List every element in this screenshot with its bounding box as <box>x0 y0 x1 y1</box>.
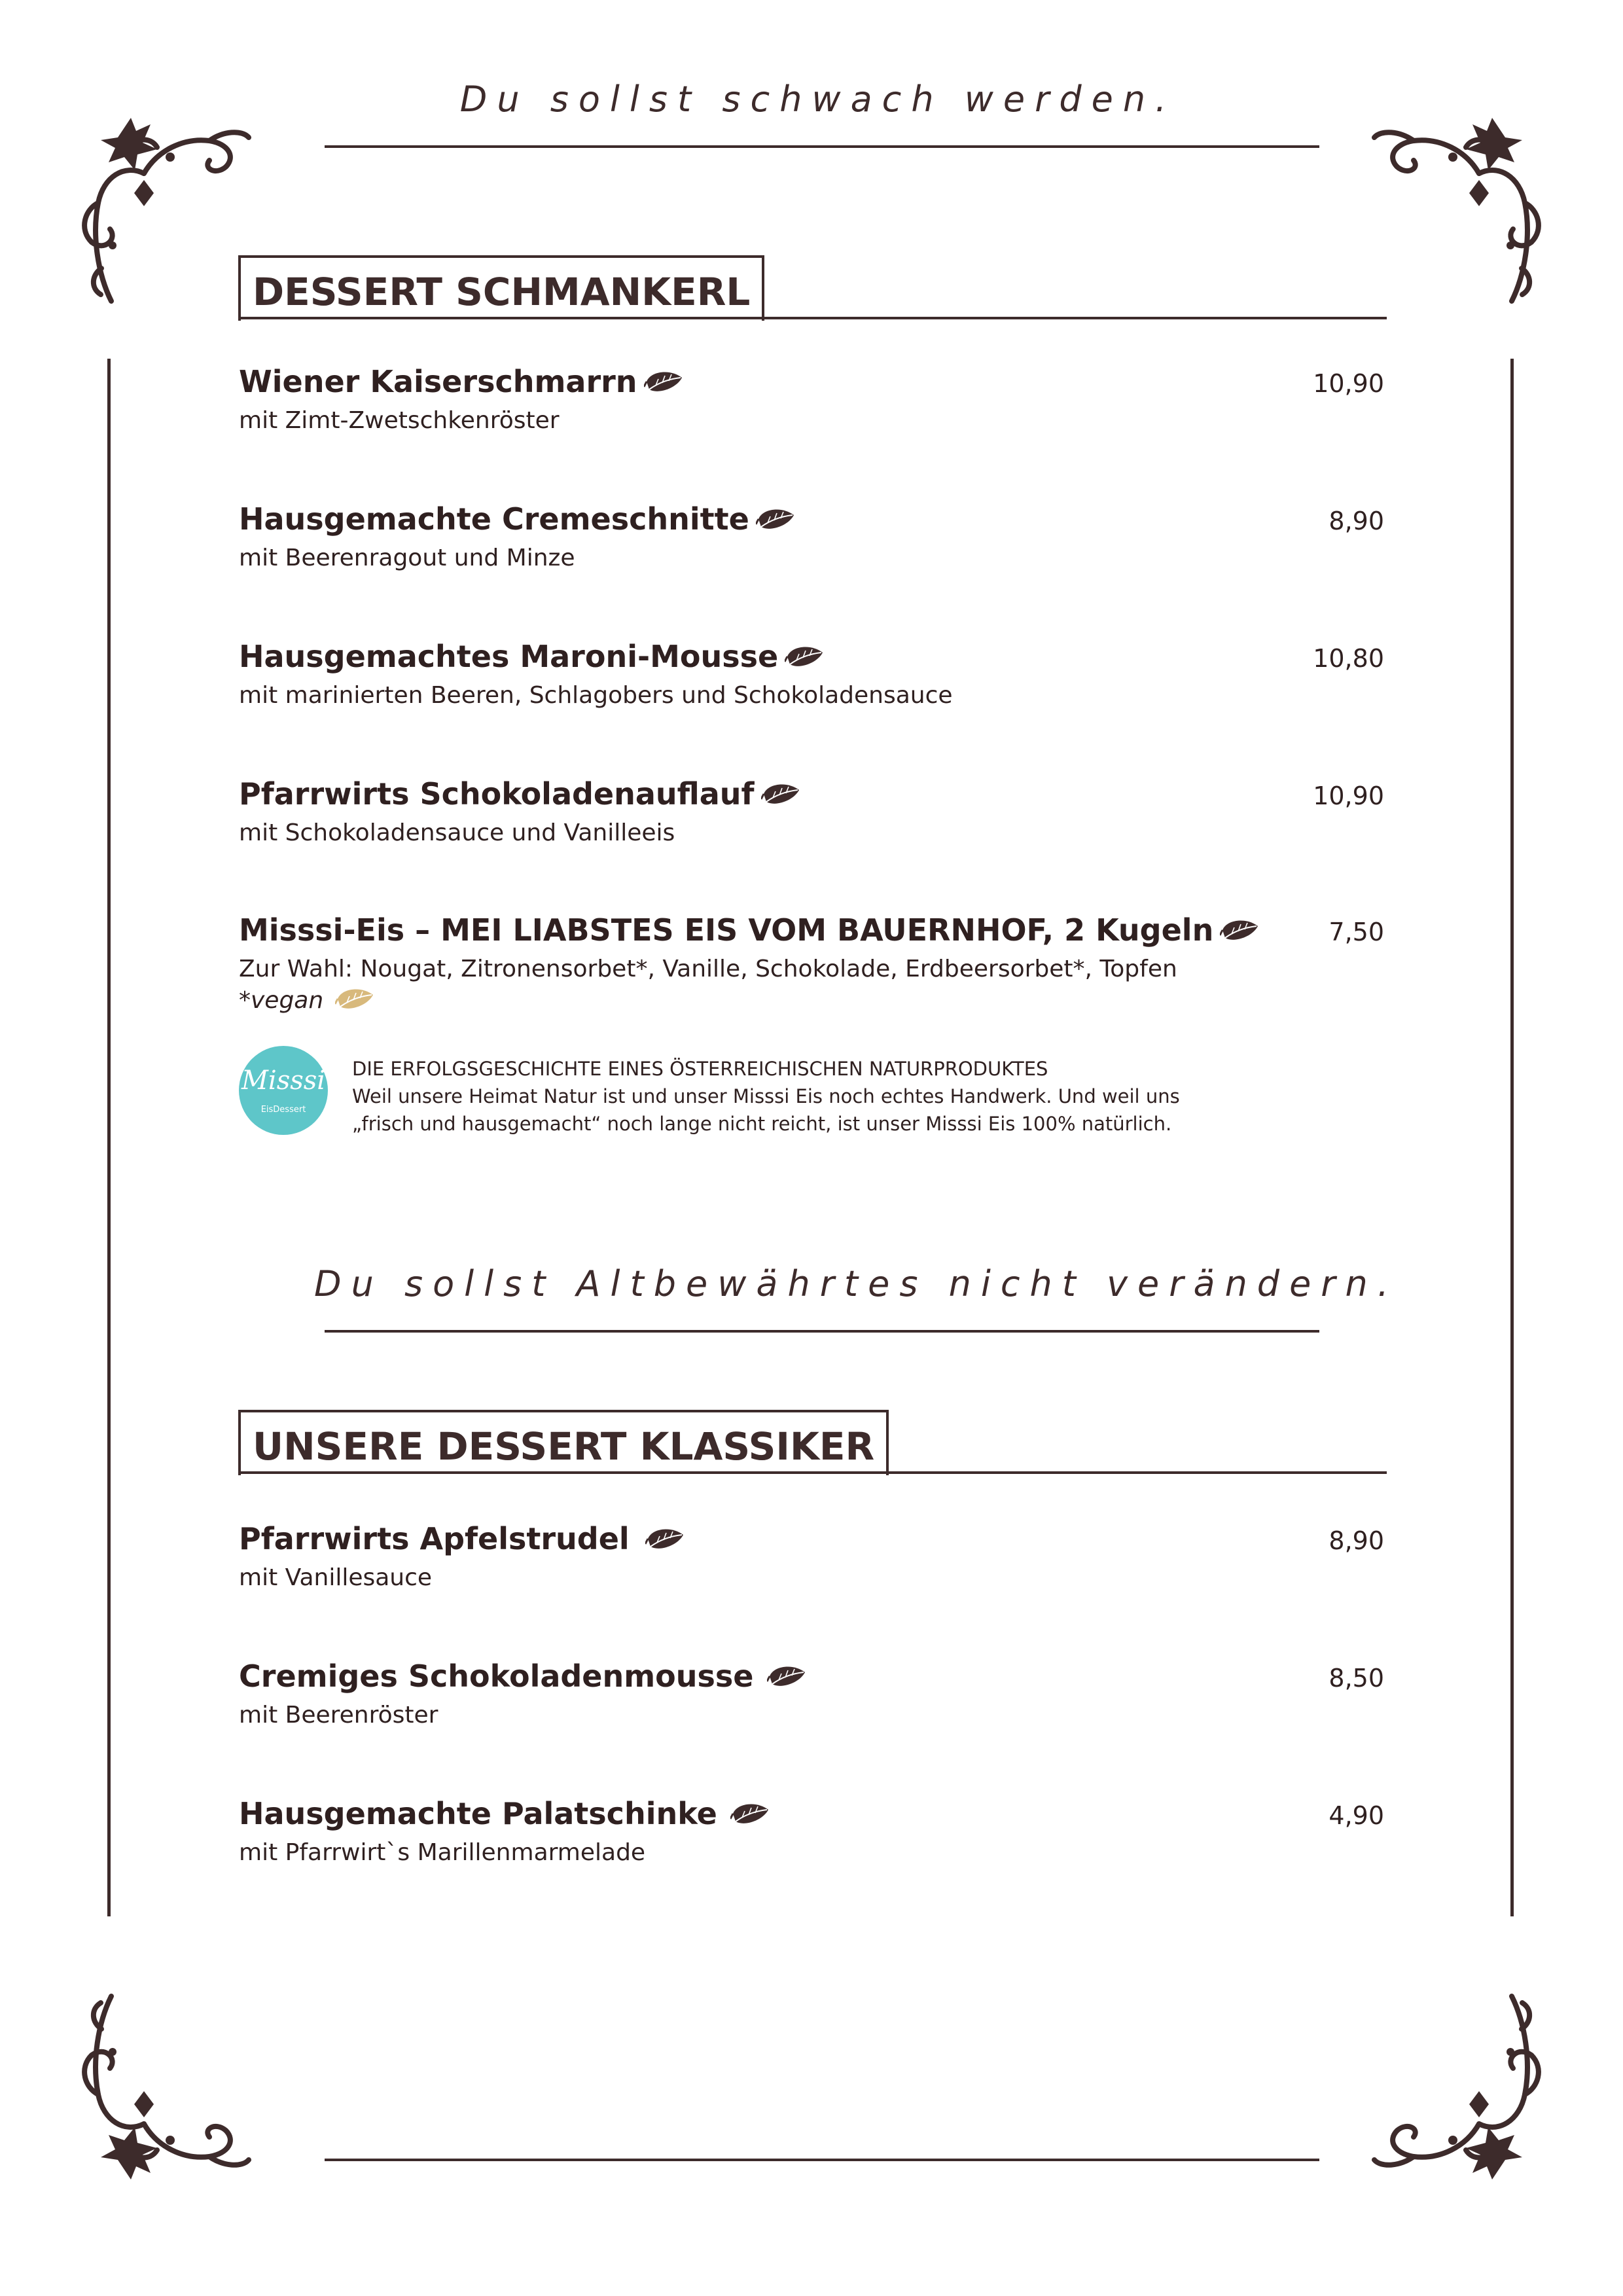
item-price: 7,50 <box>1329 918 1384 946</box>
item-name: Hausgemachte Cremeschnitte <box>239 501 749 537</box>
item-price: 8,90 <box>1329 507 1384 535</box>
leaf-icon <box>644 368 686 396</box>
leaf-icon <box>1220 917 1262 944</box>
item-price: 4,90 <box>1329 1801 1384 1830</box>
misssi-logo-sub: EisDessert <box>260 1105 306 1115</box>
item-name: Hausgemachte Palatschinke <box>239 1796 717 1831</box>
motto-middle-rule <box>325 1330 1319 1333</box>
misssi-story-title: DIE ERFOLGSGESCHICHTE EINES ÖSTERREICHISCHEN NATURPRODUKTES <box>352 1058 1048 1080</box>
item-price: 8,90 <box>1329 1526 1384 1555</box>
item-description: mit Zimt-Zwetschkenröster <box>239 407 560 434</box>
motto-top: Du sollst schwach werden. <box>459 79 1177 120</box>
item-price: 10,80 <box>1313 644 1384 673</box>
item-price: 10,90 <box>1313 369 1384 398</box>
frame-right-line <box>1510 359 1514 1916</box>
frame-left-line <box>107 359 111 1916</box>
vegan-note <box>239 986 377 1014</box>
item-description: mit Vanillesauce <box>239 1564 433 1591</box>
misssi-logo-text: Misssi <box>241 1066 326 1096</box>
leaf-icon <box>730 1801 772 1828</box>
leaf-icon <box>767 1663 809 1691</box>
misssi-story <box>352 1055 1180 1138</box>
item-description: mit Schokoladensauce und Vanilleeis <box>239 819 675 846</box>
item-name: Pfarrwirts Apfelstrudel <box>239 1521 630 1556</box>
item-description: mit Beerenröster <box>239 1702 438 1729</box>
section-title-klassiker: UNSERE DESSERT KLASSIKER <box>238 1410 889 1475</box>
item-name: Hausgemachtes Maroni-Mousse <box>239 639 779 674</box>
misssi-logo <box>239 1046 328 1135</box>
leaf-icon <box>645 1526 687 1553</box>
motto-middle: Du sollst Altbewährtes nicht verändern. <box>314 1263 1399 1304</box>
item-price: 10,90 <box>1313 781 1384 810</box>
item-description: Zur Wahl: Nougat, Zitronensorbet*, Vanille, Schokolade, Erdbeersorbet*, Topfen <box>239 956 1177 982</box>
ornament-icon <box>72 1990 255 2186</box>
section-rule-schmankerl <box>238 317 1387 319</box>
vegan-leaf-icon <box>335 986 377 1013</box>
misssi-story-line: Weil unsere Heimat Natur ist und unser Misssi Eis noch echtes Handwerk. Und weil uns <box>352 1085 1180 1107</box>
ornament-icon <box>1368 1990 1551 2186</box>
item-price: 8,50 <box>1329 1664 1384 1693</box>
leaf-icon <box>785 643 827 671</box>
ornament-icon <box>72 111 255 308</box>
item-description: mit marinierten Beeren, Schlagobers und Schokoladensauce <box>239 682 953 709</box>
item-name: Misssi-Eis – MEI LIABSTES EIS VOM BAUERNHOF, 2 Kugeln <box>239 912 1214 948</box>
section-rule-klassiker <box>238 1471 1387 1474</box>
bottom-rule <box>325 2159 1319 2161</box>
item-name: Pfarrwirts Schokoladenauflauf <box>239 776 755 812</box>
item-name: Wiener Kaiserschmarrn <box>239 364 637 399</box>
misssi-story-line: „frisch und hausgemacht“ noch lange nicht reicht, ist unser Misssi Eis 100% natürlich. <box>352 1113 1172 1135</box>
item-description: mit Pfarrwirt`s Marillenmarmelade <box>239 1839 646 1866</box>
leaf-icon <box>761 781 803 808</box>
section-title-schmankerl: DESSERT SCHMANKERL <box>238 255 764 321</box>
ornament-icon <box>1368 111 1551 308</box>
item-name: Cremiges Schokoladenmousse <box>239 1659 754 1694</box>
leaf-icon <box>756 506 798 533</box>
item-description: mit Beerenragout und Minze <box>239 545 575 571</box>
motto-top-rule <box>325 145 1319 148</box>
vegan-note-text: *vegan <box>239 987 324 1014</box>
